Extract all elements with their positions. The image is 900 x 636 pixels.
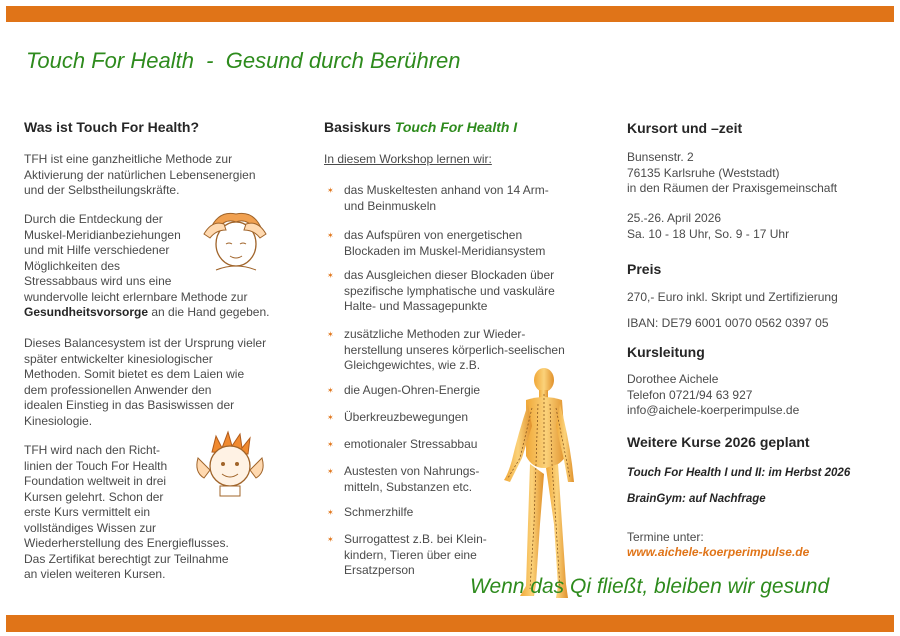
text-line: Wiederherstellung des Energieflusses. xyxy=(24,536,229,550)
text-line: und der Selbstheilungskräfte. xyxy=(24,183,180,197)
bullet-item xyxy=(327,228,594,259)
child-ears-illustration xyxy=(190,430,270,502)
text-line: Bunsenstr. 2 xyxy=(627,150,694,164)
text-line: Ersatzperson xyxy=(344,563,415,577)
text-line: und mit Hilfe verschiedener xyxy=(24,243,170,257)
text-line: Halte- und Massagepunkte xyxy=(344,299,488,313)
text-line: Foundation weltweit in drei xyxy=(24,474,167,488)
text-line: Sa. 10 - 18 Uhr, So. 9 - 17 Uhr xyxy=(627,226,790,241)
iban-text: IBAN: DE79 6001 0070 0562 0397 05 xyxy=(627,316,829,330)
meridian-body-illustration xyxy=(488,364,588,604)
email-text: info@aichele-koerperimpulse.de xyxy=(627,403,800,417)
text-line: idealen Einstieg in das Basiswissen der xyxy=(24,398,235,412)
bold-term: Gesundheitsvorsorge xyxy=(24,305,149,319)
text-line: Blockaden im Muskel-Meridiansystem xyxy=(344,243,546,258)
text-line: ✶ das Muskeltesten anhand von 14 Arm- xyxy=(344,183,549,197)
text-line: 25.-26. April 2026 xyxy=(627,211,722,225)
contact-block xyxy=(627,372,892,419)
text-line: ✶ Schmerzhilfe xyxy=(344,505,414,519)
website-link[interactable]: www.aichele-koerperimpulse.de xyxy=(627,545,810,559)
text-line: ✶ zusätzliche Methoden zur Wieder- xyxy=(344,327,526,341)
more-course-tfh: Touch For Health I und II: im Herbst 2026 xyxy=(627,467,851,479)
text-line: Muskel-Meridianbeziehungen xyxy=(24,227,181,242)
price-text: 270,- Euro inkl. Skript und Zertifizierung xyxy=(627,290,838,304)
text-line: ✶ Überkreuzbewegungen xyxy=(344,410,469,424)
bottom-orange-bar xyxy=(6,615,894,632)
workshop-intro: In diesem Workshop lernen wir: xyxy=(324,152,492,166)
text-line xyxy=(24,305,294,321)
head-touch-illustration xyxy=(196,200,274,278)
text-line: ✶ Austesten von Nahrungs- xyxy=(344,464,480,478)
course-name: Touch For Health I xyxy=(394,119,518,135)
text-line: herstellung unseres körperlich-seelischen xyxy=(344,342,565,357)
col1-paragraph-1 xyxy=(24,152,284,199)
col1-heading: Was ist Touch For Health? xyxy=(24,119,200,135)
text-line: TFH wird nach den Richt- xyxy=(24,443,161,457)
text-line: Kinesiologie. xyxy=(24,413,93,428)
price-heading: Preis xyxy=(627,261,662,277)
page-title: Touch For Health - Gesund durch Berühren xyxy=(26,48,461,73)
text-line: Dorothee Aichele xyxy=(627,372,719,386)
heading-prefix: Basiskurs xyxy=(324,119,395,135)
text-line: ✶ emotionaler Stressabbau xyxy=(344,437,478,451)
text-line: Gleichgewichtes, wie z.B. xyxy=(344,358,481,372)
text-line: Das Zertifikat berechtigt zur Teilnahme xyxy=(24,551,229,566)
text-line: TFH ist eine ganzheitliche Methode zur xyxy=(24,152,233,166)
text-line: wundervolle leicht erlernbare Methode zur xyxy=(24,289,248,304)
text-line: Möglichkeiten des xyxy=(24,258,121,273)
text-line: Dieses Balancesystem ist der Ursprung vieler xyxy=(24,336,267,350)
more-course-braingym: BrainGym: auf Nachfrage xyxy=(627,493,766,505)
text-line: an vielen weiteren Kursen. xyxy=(24,567,166,581)
col1-paragraph-3 xyxy=(24,336,294,429)
text-line: später entwickelter kinesiologischer xyxy=(24,351,213,366)
text-span: an die Hand gegeben. xyxy=(148,305,270,319)
text-line: ✶ das Aufspüren von energetischen xyxy=(344,228,523,242)
address-block xyxy=(627,150,892,197)
text-line: linien der Touch For Health xyxy=(24,458,168,473)
text-line: mitteln, Substanzen etc. xyxy=(344,479,473,494)
text-line: ✶ die Augen-Ohren-Energie xyxy=(344,383,481,397)
text-line: ✶ das Ausgleichen dieser Blockaden über xyxy=(344,268,555,282)
text-line: dem professionellen Anwender den xyxy=(24,382,212,397)
text-line: spezifische lymphatische und vaskuläre xyxy=(344,283,555,298)
text-line: Telefon 0721/94 63 927 xyxy=(627,387,753,402)
text-line: vollständiges Wissen zur xyxy=(24,520,157,535)
top-orange-bar xyxy=(6,6,894,22)
more-courses-heading: Weitere Kurse 2026 geplant xyxy=(627,434,810,450)
date-block xyxy=(627,211,892,242)
bullet-item xyxy=(327,183,594,214)
text-line: und Beinmuskeln xyxy=(344,198,437,213)
text-line: Kursen gelehrt. Schon der xyxy=(24,489,164,504)
bullet-item xyxy=(327,268,594,315)
text-line: Methoden. Somit bietet es dem Laien wie xyxy=(24,367,245,381)
text-line: 76135 Karlsruhe (Weststadt) xyxy=(627,165,780,180)
col2-heading xyxy=(324,119,517,135)
termine-label: Termine unter: xyxy=(627,530,704,544)
place-time-heading: Kursort und –zeit xyxy=(627,120,743,136)
text-line: erste Kurs vermittelt ein xyxy=(24,505,151,519)
text-line: Aktivierung der natürlichen Lebensenergien xyxy=(24,167,256,182)
text-line: in den Räumen der Praxisgemeinschaft xyxy=(627,181,838,195)
text-line: kindern, Tieren über eine xyxy=(344,547,477,562)
text-line: Durch die Entdeckung der xyxy=(24,212,163,226)
lead-heading: Kursleitung xyxy=(627,344,705,360)
slogan: Wenn das Qi fließt, bleiben wir gesund xyxy=(470,575,830,598)
text-line: ✶ Surrogattest z.B. bei Klein- xyxy=(344,532,487,546)
text-line: Stressabbaus wird uns eine xyxy=(24,274,172,288)
